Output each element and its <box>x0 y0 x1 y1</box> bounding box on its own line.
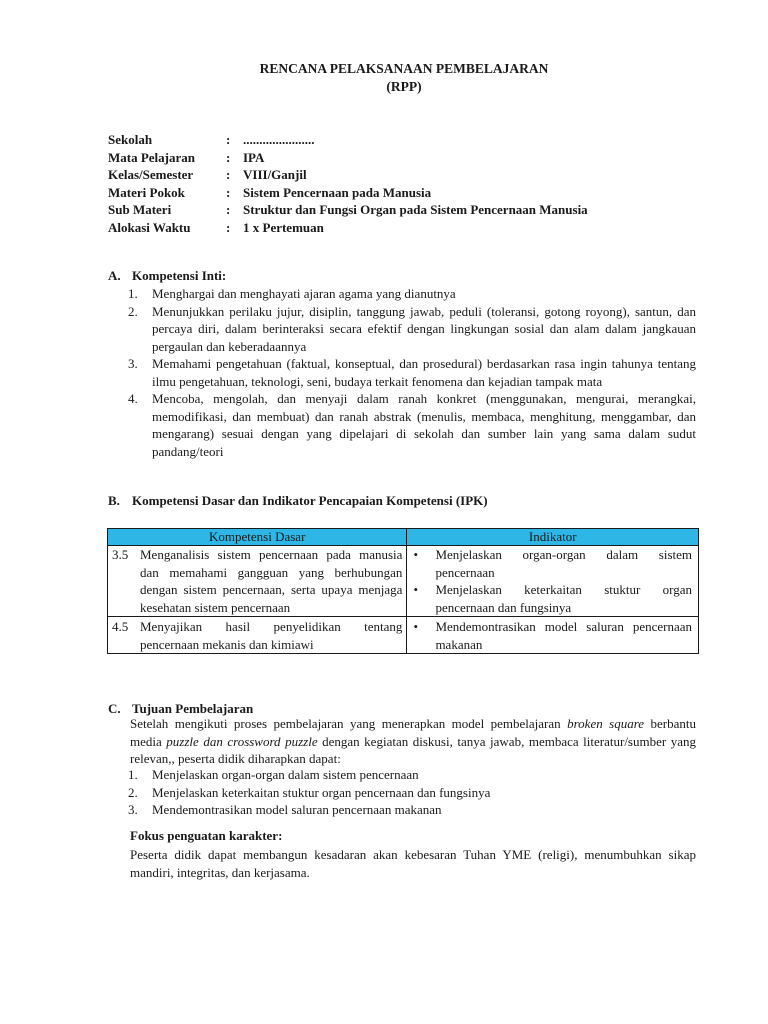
fokus-heading: Fokus penguatan karakter: <box>130 828 283 843</box>
identity-row: Mata Pelajaran : IPA <box>108 149 265 165</box>
column-header: Indikator <box>407 529 699 546</box>
document-subtitle: (RPP) <box>386 79 422 94</box>
tujuan-list <box>128 766 696 819</box>
list-item: 2. Menjelaskan keterkaitan stuktur organ pencernaan dan fungsinya <box>128 784 491 800</box>
table-row <box>108 546 699 617</box>
indicator-item: • Menjelaskan keterkaitan stuktur organ pencernaan dan fungsinya <box>413 582 692 615</box>
kd-code: 4.5 <box>112 619 129 634</box>
section-b-heading: B. Kompetensi Dasar dan Indikator Pencapaian Kompetensi (IPK) <box>108 493 488 508</box>
list-item: 2. Menunjukkan perilaku jujur, disiplin, tanggung jawab, peduli (toleransi, gotong royong), santun, dan percaya diri, dalam berinteraksi secara efektif dengan lingkungan sosial dan alam dalam jangkauan pergaulan dan keberadaannya <box>128 303 696 354</box>
identity-row: Sekolah : ...................... <box>108 132 315 147</box>
kd-text: Menganalisis sistem pencernaan pada manusia dan memahami gangguan yang berhubungan dengan sistem pencernaan, serta upaya menjaga kesehatan sistem pencernaan <box>140 547 403 615</box>
bullet-icon: • <box>413 582 418 597</box>
column-header: Kompetensi Dasar <box>108 529 407 546</box>
indicator-item: • Menjelaskan organ-organ dalam sistem pencernaan <box>413 547 692 580</box>
table-row <box>108 617 699 654</box>
tujuan-intro: Setelah mengikuti proses pembelajaran yang menerapkan model pembelajaran broken square berbantu media puzzle dan crossword puzzle dengan kegiatan diskusi, tanya jawab, membaca literatur/sumber yang relevan,, peserta didik diharapkan dapat: <box>130 716 697 766</box>
kd-text: Menyajikan hasil penyelidikan tentang pencernaan mekanis dan kimiawi <box>140 619 403 652</box>
bullet-icon: • <box>413 547 418 562</box>
indicator-item: • Mendemontrasikan model saluran pencernaan makanan <box>413 619 692 652</box>
kd-code: 3.5 <box>112 547 129 562</box>
section-c-heading: C. Tujuan Pembelajaran <box>108 701 254 716</box>
identity-row: Materi Pokok : Sistem Pencernaan pada Manusia <box>108 184 432 200</box>
fokus-text: Peserta didik dapat membangun kesadaran akan kebesaran Tuhan YME (religi), menumbuhkan sikap mandiri, integritas, dan kerjasama. <box>130 847 696 880</box>
list-item: 4. Mencoba, mengolah, dan menyaji dalam ranah konkret (menggunakan, mengurai, merangkai, memodifikasi, dan membuat) dan ranah abstrak (menulis, membaca, menghitung, menggambar, dan mengarang) sesuai dengan yang dipelajari di sekolah dan sumber lain yang sama dalam sudut pandang/teori <box>128 391 696 459</box>
identity-row: Kelas/Semester : VIII/Ganjil <box>108 167 307 182</box>
section-a-heading: A. Kompetensi Inti: <box>108 268 227 283</box>
document-title: RENCANA PELAKSANAAN PEMBELAJARAN <box>259 61 549 76</box>
list-item: 1. Menjelaskan organ-organ dalam sistem pencernaan <box>128 767 419 782</box>
identity-row: Sub Materi : Struktur dan Fungsi Organ pada Sistem Pencernaan Manusia <box>108 202 588 217</box>
list-item: 3. Memahami pengetahuan (faktual, konseptual, dan prosedural) berdasarkan rasa ingin tahunya tentang ilmu pengetahuan, teknologi, seni, budaya terkait fenomena dan kejadian tampak mata <box>128 356 696 389</box>
identity-row: Alokasi Waktu : 1 x Pertemuan <box>108 219 324 235</box>
bullet-icon: • <box>413 619 418 634</box>
kompetensi-inti-list <box>128 285 696 460</box>
identity-block <box>108 131 588 236</box>
list-item: 1. Menghargai dan menghayati ajaran agama yang dianutnya <box>128 286 456 301</box>
kd-indicator-table <box>107 528 699 654</box>
list-item: 3. Mendemontrasikan model saluran pencernaan makanan <box>128 802 442 817</box>
